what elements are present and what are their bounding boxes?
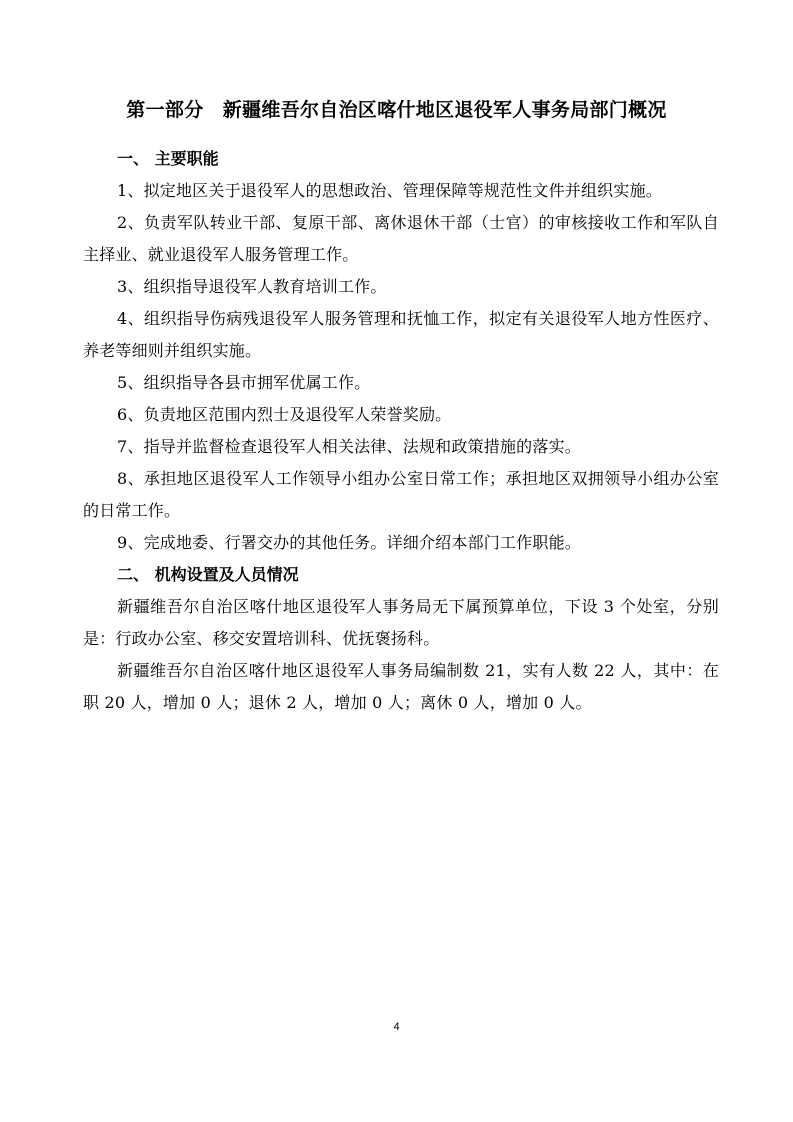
- function-item-5: 5、组织指导各县市拥军优属工作。: [117, 373, 371, 392]
- function-item-6: 6、负责地区范围内烈士及退役军人荣誉奖励。: [117, 405, 452, 424]
- function-item-2: 2、负责军队转业干部、复原干部、离休退休干部（士官）的审核接收工作和军队自主择业、就业退役军人服务管理工作。: [83, 213, 719, 264]
- function-item-8: 8、承担地区退役军人工作领导小组办公室日常工作；承担地区双拥领导小组办公室的日常工作。: [83, 469, 719, 520]
- section-heading-organization: 二、 机构设置及人员情况: [117, 565, 299, 584]
- page-title: 第一部分 新疆维吾尔自治区喀什地区退役军人事务局部门概况: [126, 99, 667, 121]
- function-item-3: 3、组织指导退役军人教育培训工作。: [117, 277, 387, 296]
- organization-paragraph: 新疆维吾尔自治区喀什地区退役军人事务局无下属预算单位，下设 3 个处室，分别是：行政办公室、移交安置培训科、优抚褒扬科。: [83, 597, 719, 648]
- document-body: [83, 143, 719, 719]
- staffing-paragraph: 新疆维吾尔自治区喀什地区退役军人事务局编制数 21，实有人数 22 人，其中：在职 20 人，增加 0 人；退休 2 人，增加 0 人；离休 0 人，增加 0 人。: [83, 661, 719, 712]
- function-item-7: 7、指导并监督检查退役军人相关法律、法规和政策措施的落实。: [117, 437, 581, 456]
- function-item-1: 1、拟定地区关于退役军人的思想政治、管理保障等规范性文件并组织实施。: [117, 181, 662, 200]
- section-heading-main-functions: 一、 主要职能: [117, 149, 219, 168]
- page-number: 4: [393, 1021, 400, 1033]
- function-item-9: 9、完成地委、行署交办的其他任务。详细介绍本部门工作职能。: [117, 533, 581, 552]
- function-item-4: 4、组织指导伤病残退役军人服务管理和抚恤工作，拟定有关退役军人地方性医疗、养老等细则并组织实施。: [83, 309, 719, 360]
